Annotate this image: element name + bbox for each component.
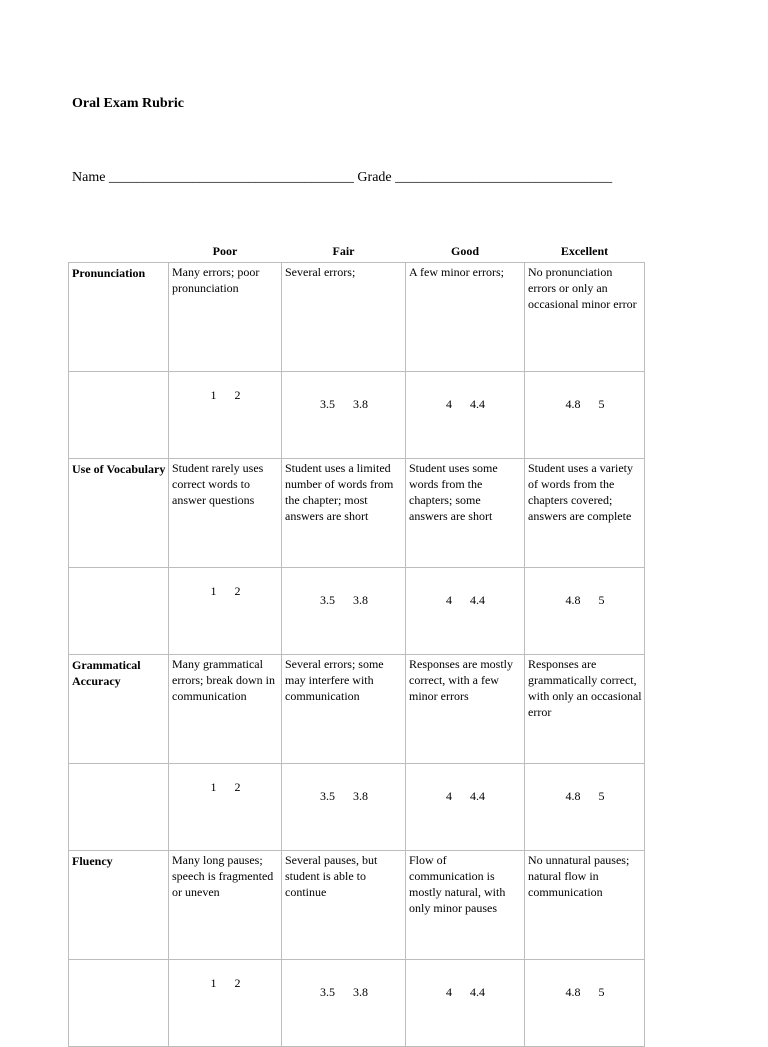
fair-scores xyxy=(282,960,406,1047)
excellent-description: No pronunciation errors or only an occasional minor error xyxy=(525,263,645,372)
poor-scores xyxy=(169,960,282,1047)
excellent-scores xyxy=(525,960,645,1047)
fair-scores xyxy=(282,764,406,851)
score-value: 1 xyxy=(210,780,217,794)
good-description: Flow of communication is mostly natural, with only minor pauses xyxy=(406,851,525,960)
header-row xyxy=(69,240,645,263)
score-blank xyxy=(69,764,169,851)
score-value: 2 xyxy=(234,584,241,598)
score-value: 5 xyxy=(598,397,605,411)
poor-description: Student rarely uses correct words to answer questions xyxy=(169,459,282,568)
score-value: 3.8 xyxy=(353,789,368,803)
poor-scores xyxy=(169,764,282,851)
excellent-description: Student uses a variety of words from the chapters covered; answers are complete xyxy=(525,459,645,568)
poor-description: Many long pauses; speech is fragmented or uneven xyxy=(169,851,282,960)
score-value: 1 xyxy=(210,388,217,402)
score-value: 4.4 xyxy=(470,985,485,999)
score-row-fluency xyxy=(69,960,645,1047)
good-description: Responses are mostly correct, with a few minor errors xyxy=(406,655,525,764)
criterion-name: Fluency xyxy=(69,851,169,960)
good-description: Student uses some words from the chapters; some answers are short xyxy=(406,459,525,568)
poor-description: Many grammatical errors; break down in communication xyxy=(169,655,282,764)
header-excellent: Excellent xyxy=(560,243,609,258)
criterion-row-fluency xyxy=(69,851,645,960)
criterion-name: Grammatical Accuracy xyxy=(69,655,169,764)
good-scores xyxy=(406,372,525,459)
excellent-scores xyxy=(525,372,645,459)
score-blank xyxy=(69,372,169,459)
score-value: 4 xyxy=(446,985,452,999)
score-value: 4 xyxy=(446,593,452,607)
score-value: 3.8 xyxy=(353,593,368,607)
score-value: 1 xyxy=(210,584,217,598)
score-row-pronunciation xyxy=(69,372,645,459)
score-value: 5 xyxy=(598,985,605,999)
name-grade-line: Name ___________________________________ Grade _______________________________ xyxy=(72,170,613,185)
criterion-row-vocabulary xyxy=(69,459,645,568)
fair-description: Student uses a limited number of words from the chapter; most answers are short xyxy=(282,459,406,568)
score-value: 4 xyxy=(446,789,452,803)
fair-scores xyxy=(282,372,406,459)
score-value: 3.5 xyxy=(320,397,335,411)
score-value: 2 xyxy=(234,976,241,990)
criterion-row-grammatical-accuracy xyxy=(69,655,645,764)
score-value: 5 xyxy=(598,789,605,803)
score-row-grammatical-accuracy xyxy=(69,764,645,851)
score-value: 2 xyxy=(234,780,241,794)
fair-description: Several errors; some may interfere with communication xyxy=(282,655,406,764)
score-value: 3.5 xyxy=(320,593,335,607)
page-title: Oral Exam Rubric xyxy=(72,96,184,111)
score-value: 4.8 xyxy=(565,397,581,411)
header-poor: Poor xyxy=(212,243,238,258)
score-value: 4.4 xyxy=(470,789,485,803)
fair-description: Several pauses, but student is able to continue xyxy=(282,851,406,960)
score-value: 2 xyxy=(234,388,241,402)
good-scores xyxy=(406,568,525,655)
header-good: Good xyxy=(450,243,479,258)
score-value: 3.5 xyxy=(320,985,335,999)
score-row-vocabulary xyxy=(69,568,645,655)
score-value: 4.8 xyxy=(565,789,581,803)
criterion-name: Use of Vocabulary xyxy=(69,459,169,568)
score-value: 1 xyxy=(210,976,217,990)
score-value: 4.8 xyxy=(565,985,581,999)
excellent-description: Responses are grammatically correct, with only an occasional error xyxy=(525,655,645,764)
score-value: 3.8 xyxy=(353,397,368,411)
header-fair: Fair xyxy=(332,243,355,258)
score-value: 4.4 xyxy=(470,397,485,411)
poor-scores xyxy=(169,372,282,459)
excellent-scores xyxy=(525,764,645,851)
good-scores xyxy=(406,960,525,1047)
score-blank xyxy=(69,960,169,1047)
score-value: 4 xyxy=(446,397,452,411)
excellent-scores xyxy=(525,568,645,655)
score-value: 4.8 xyxy=(565,593,581,607)
criterion-name: Pronunciation xyxy=(69,263,169,372)
fair-scores xyxy=(282,568,406,655)
good-scores xyxy=(406,764,525,851)
poor-scores xyxy=(169,568,282,655)
criterion-row-pronunciation xyxy=(69,263,645,372)
score-value: 5 xyxy=(598,593,605,607)
poor-description: Many errors; poor pronunciation xyxy=(169,263,282,372)
score-value: 3.8 xyxy=(353,985,368,999)
rubric-body xyxy=(69,263,645,1047)
rubric-table xyxy=(68,240,645,1047)
header-blank xyxy=(69,240,169,263)
score-value: 4.4 xyxy=(470,593,485,607)
good-description: A few minor errors; xyxy=(406,263,525,372)
score-value: 3.5 xyxy=(320,789,335,803)
score-blank xyxy=(69,568,169,655)
excellent-description: No unnatural pauses; natural flow in communication xyxy=(525,851,645,960)
fair-description: Several errors; xyxy=(282,263,406,372)
